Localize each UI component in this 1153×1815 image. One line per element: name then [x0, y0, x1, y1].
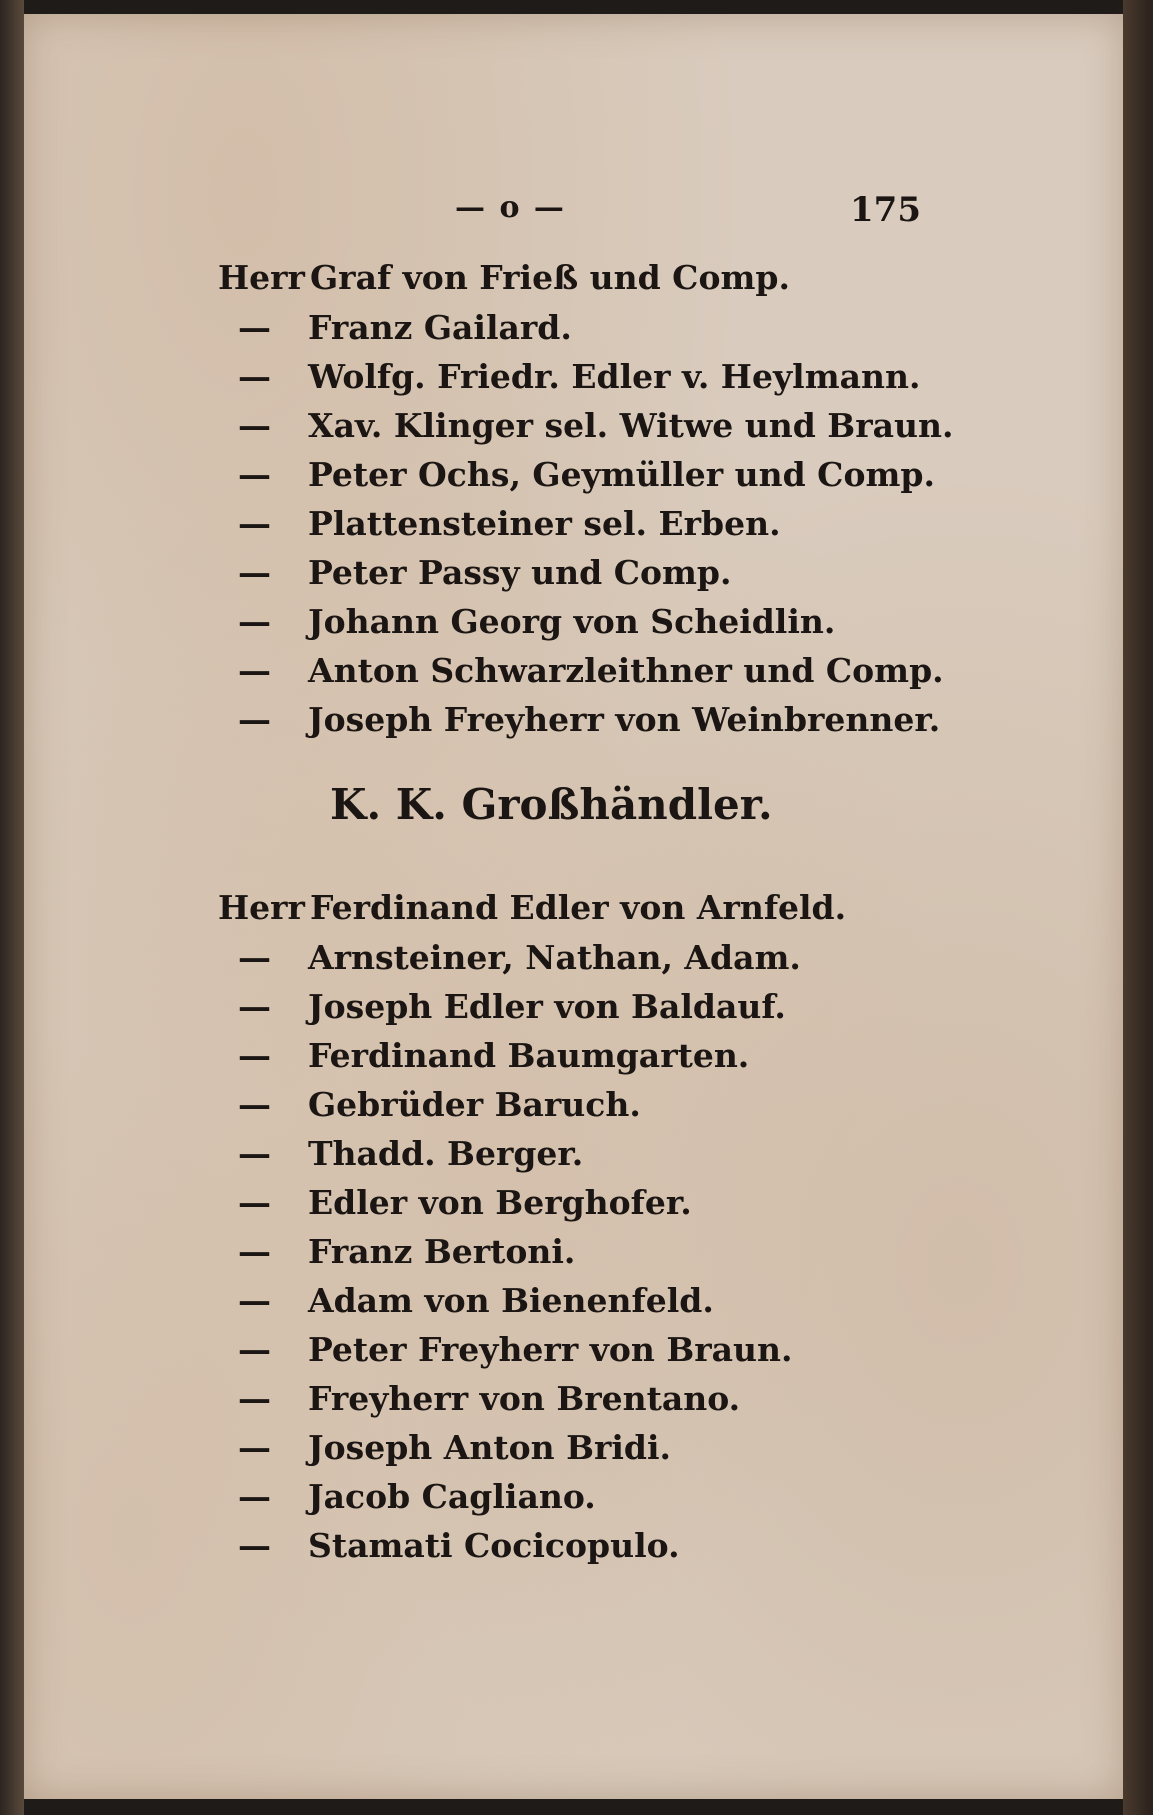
list-item: [238, 504, 781, 543]
page-header-mark: — o —: [455, 190, 566, 225]
title-prefix: Herr: [218, 258, 305, 297]
entry-text: Ferdinand Baumgarten.: [308, 1036, 750, 1075]
dash-mark: —: [238, 1281, 271, 1320]
dash-mark: —: [238, 308, 271, 347]
title-prefix: Herr: [218, 888, 305, 927]
dash-mark: —: [238, 1134, 271, 1173]
list-item: [238, 1036, 749, 1075]
entry-text: Graf von Frieß und Comp.: [310, 258, 790, 297]
entry-text: Thadd. Berger.: [308, 1134, 584, 1173]
entry-text: Franz Bertoni.: [308, 1232, 576, 1271]
entry-text: Arnsteiner, Nathan, Adam.: [308, 938, 801, 977]
entry-text: Xav. Klinger sel. Witwe und Braun.: [308, 406, 954, 445]
dash-mark: —: [238, 1428, 271, 1467]
entry-text: Joseph Edler von Baldauf.: [308, 987, 786, 1026]
entry-text: Franz Gailard.: [308, 308, 572, 347]
entry-text: Stamati Cocicopulo.: [308, 1526, 680, 1565]
dash-mark: —: [238, 987, 271, 1026]
list-item: [238, 1477, 596, 1516]
dash-mark: —: [238, 1330, 271, 1369]
list-item: [238, 987, 786, 1026]
list-item: [218, 888, 846, 927]
list-item: [238, 651, 944, 690]
dash-mark: —: [238, 1183, 271, 1222]
dash-mark: —: [238, 406, 271, 445]
entry-text: Ferdinand Edler von Arnfeld.: [310, 888, 847, 927]
dash-mark: —: [238, 938, 271, 977]
book-edge: [1123, 0, 1153, 1815]
entry-text: Joseph Anton Bridi.: [308, 1428, 671, 1467]
list-item: [238, 938, 801, 977]
dash-mark: —: [238, 602, 271, 641]
entry-text: Peter Passy und Comp.: [308, 553, 732, 592]
entry-text: Peter Freyherr von Braun.: [308, 1330, 793, 1369]
entry-text: Wolfg. Friedr. Edler v. Heylmann.: [308, 357, 921, 396]
entry-text: Edler von Berghofer.: [308, 1183, 692, 1222]
dash-mark: —: [238, 1379, 271, 1418]
entry-text: Gebrüder Baruch.: [308, 1085, 641, 1124]
dash-mark: —: [238, 455, 271, 494]
list-item: [238, 308, 572, 347]
entry-text: Joseph Freyherr von Weinbrenner.: [308, 700, 941, 739]
list-item: [238, 1134, 583, 1173]
list-item: [238, 1526, 680, 1565]
entry-text: Plattensteiner sel. Erben.: [308, 504, 781, 543]
list-item: [238, 1330, 793, 1369]
dash-mark: —: [238, 1526, 271, 1565]
section-heading: K. K. Großhändler.: [330, 780, 773, 829]
dash-mark: —: [238, 553, 271, 592]
list-item: [238, 602, 835, 641]
dash-mark: —: [238, 700, 271, 739]
dash-mark: —: [238, 504, 271, 543]
list-item: [238, 1232, 575, 1271]
list-item: [238, 1085, 641, 1124]
list-item: [238, 357, 920, 396]
dash-mark: —: [238, 1036, 271, 1075]
list-item: [238, 1379, 740, 1418]
list-item: [238, 406, 953, 445]
entry-text: Adam von Bienenfeld.: [308, 1281, 714, 1320]
list-item: [238, 455, 935, 494]
page-number: 175: [850, 190, 921, 230]
list-item: [238, 700, 940, 739]
dash-mark: —: [238, 357, 271, 396]
entry-text: Freyherr von Brentano.: [308, 1379, 741, 1418]
list-item: [238, 1281, 714, 1320]
entry-text: Jacob Cagliano.: [308, 1477, 596, 1516]
list-item: [238, 553, 731, 592]
entry-text: Johann Georg von Scheidlin.: [308, 602, 836, 641]
dash-mark: —: [238, 1085, 271, 1124]
list-item: [238, 1183, 692, 1222]
book-spine-edge: [0, 0, 24, 1815]
dash-mark: —: [238, 651, 271, 690]
entry-text: Anton Schwarzleithner und Comp.: [308, 651, 944, 690]
list-item: [238, 1428, 671, 1467]
dash-mark: —: [238, 1232, 271, 1271]
list-item: [218, 258, 790, 297]
entry-text: Peter Ochs, Geymüller und Comp.: [308, 455, 935, 494]
dash-mark: —: [238, 1477, 271, 1516]
